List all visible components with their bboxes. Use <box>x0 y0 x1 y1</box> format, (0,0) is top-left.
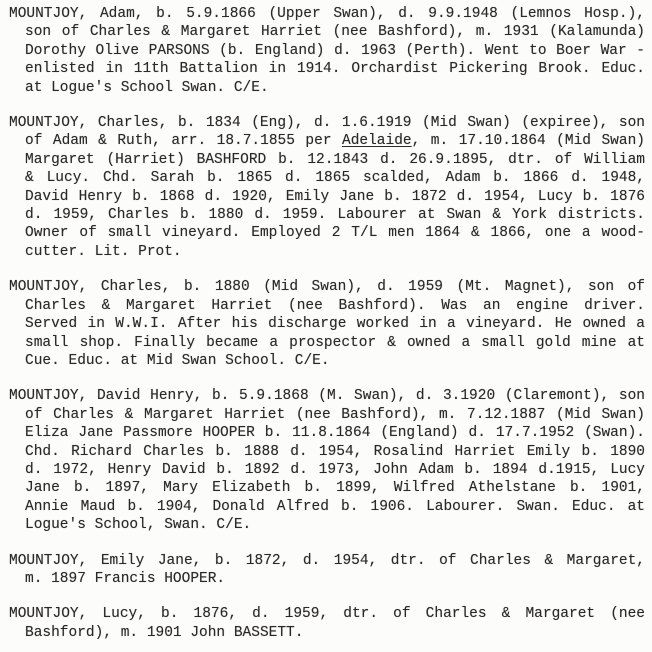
text-line: d. 1972, Henry David b. 1892 d. 1973, John Adam b. 1894 d.1915, Lucy <box>25 461 645 478</box>
text-line: MOUNTJOY, Emily Jane, b. 1872, d. 1954, dtr. of Charles & Margaret, <box>9 552 645 569</box>
text-line: Jane b. 1897, Mary Elizabeth b. 1899, Wilfred Athelstane b. 1901, <box>25 480 645 497</box>
text-line: Served in W.W.I. After his discharge worked in a vineyard. He owned a <box>25 316 645 333</box>
text-line: Margaret (Harriet) BASHFORD b. 12.1843 d. 26.9.1895, dtr. of William <box>25 151 645 168</box>
entry-mountjoy-david-henry <box>9 387 645 534</box>
text-line: Owner of small vineyard. Employed 2 T/L men 1864 & 1866, one a wood- <box>25 225 645 242</box>
text-line <box>9 132 645 150</box>
text-line: MOUNTJOY, Charles, b. 1880 (Mid Swan), d. 1959 (Mt. Magnet), son of <box>9 279 645 296</box>
entry-mountjoy-charles-1834 <box>9 114 645 261</box>
arrival-text-after: , m. 17.10.1864 (Mid Swan) <box>411 133 645 150</box>
entry-mountjoy-emily-jane <box>9 552 645 589</box>
ship-name-adelaide: Adelaide <box>342 133 412 150</box>
text-line: Cue. Educ. at Mid Swan School. C/E. <box>25 352 330 369</box>
text-line: enlisted in 11th Battalion in 1914. Orchardist Pickering Brook. Educ. <box>25 61 645 78</box>
text-line: MOUNTJOY, Adam, b. 5.9.1866 (Upper Swan), d. 9.9.1948 (Lemnos Hosp.), <box>9 6 645 22</box>
text-line: Chd. Richard Charles b. 1888 d. 1954, Rosalind Harriet Emily b. 1890 <box>25 443 645 460</box>
entry-mountjoy-lucy <box>9 605 645 642</box>
text-line: & Lucy. Chd. Sarah b. 1865 d. 1865 scalded, Adam b. 1866 d. 1948, <box>25 170 645 187</box>
text-line: Logue's School, Swan. C/E. <box>25 517 252 534</box>
text-line: MOUNTJOY, Lucy, b. 1876, d. 1959, dtr. of Charles & Margaret (nee <box>9 606 645 623</box>
text-line: m. 1897 Francis HOOPER. <box>25 570 226 587</box>
text-line: d. 1959, Charles b. 1880 d. 1959. Labourer at Swan & York districts. <box>25 207 645 224</box>
text-line: Charles & Margaret Harriet (nee Bashford). Was an engine driver. <box>25 297 645 314</box>
text-line: Eliza Jane Passmore HOOPER b. 11.8.1864 (England) d. 17.7.1952 (Swan). <box>25 425 645 442</box>
text-line: at Logue's School Swan. C/E. <box>25 79 269 96</box>
text-line: MOUNTJOY, Charles, b. 1834 (Eng), d. 1.6.1919 (Mid Swan) (expiree), son <box>9 115 645 132</box>
text-line: small shop. Finally became a prospector & owned a small gold mine at <box>25 334 645 351</box>
entry-mountjoy-charles-1880 <box>9 278 645 370</box>
text-line: son of Charles & Margaret Harriet (nee Bashford), m. 1931 (Kalamunda) <box>25 24 645 41</box>
text-line: Dorothy Olive PARSONS (b. England) d. 1963 (Perth). Went to Boer War - <box>25 42 645 59</box>
text-line: MOUNTJOY, David Henry, b. 5.9.1868 (M. Swan), d. 3.1920 (Claremont), son <box>9 388 645 405</box>
arrival-text-before: of Adam & Ruth, arr. 18.7.1855 per <box>25 133 342 150</box>
text-line: of Charles & Margaret Harriet (nee Bashford), m. 7.12.1887 (Mid Swan) <box>25 406 645 423</box>
text-line: Annie Maud b. 1904, Donald Alfred b. 1906. Labourer. Swan. Educ. at <box>25 498 645 515</box>
entry-mountjoy-adam <box>9 5 645 97</box>
text-line: cutter. Lit. Prot. <box>25 243 182 260</box>
text-line: David Henry b. 1868 d. 1920, Emily Jane b. 1872 d. 1954, Lucy b. 1876 <box>25 188 645 205</box>
text-line: Bashford), m. 1901 John BASSETT. <box>25 624 304 641</box>
